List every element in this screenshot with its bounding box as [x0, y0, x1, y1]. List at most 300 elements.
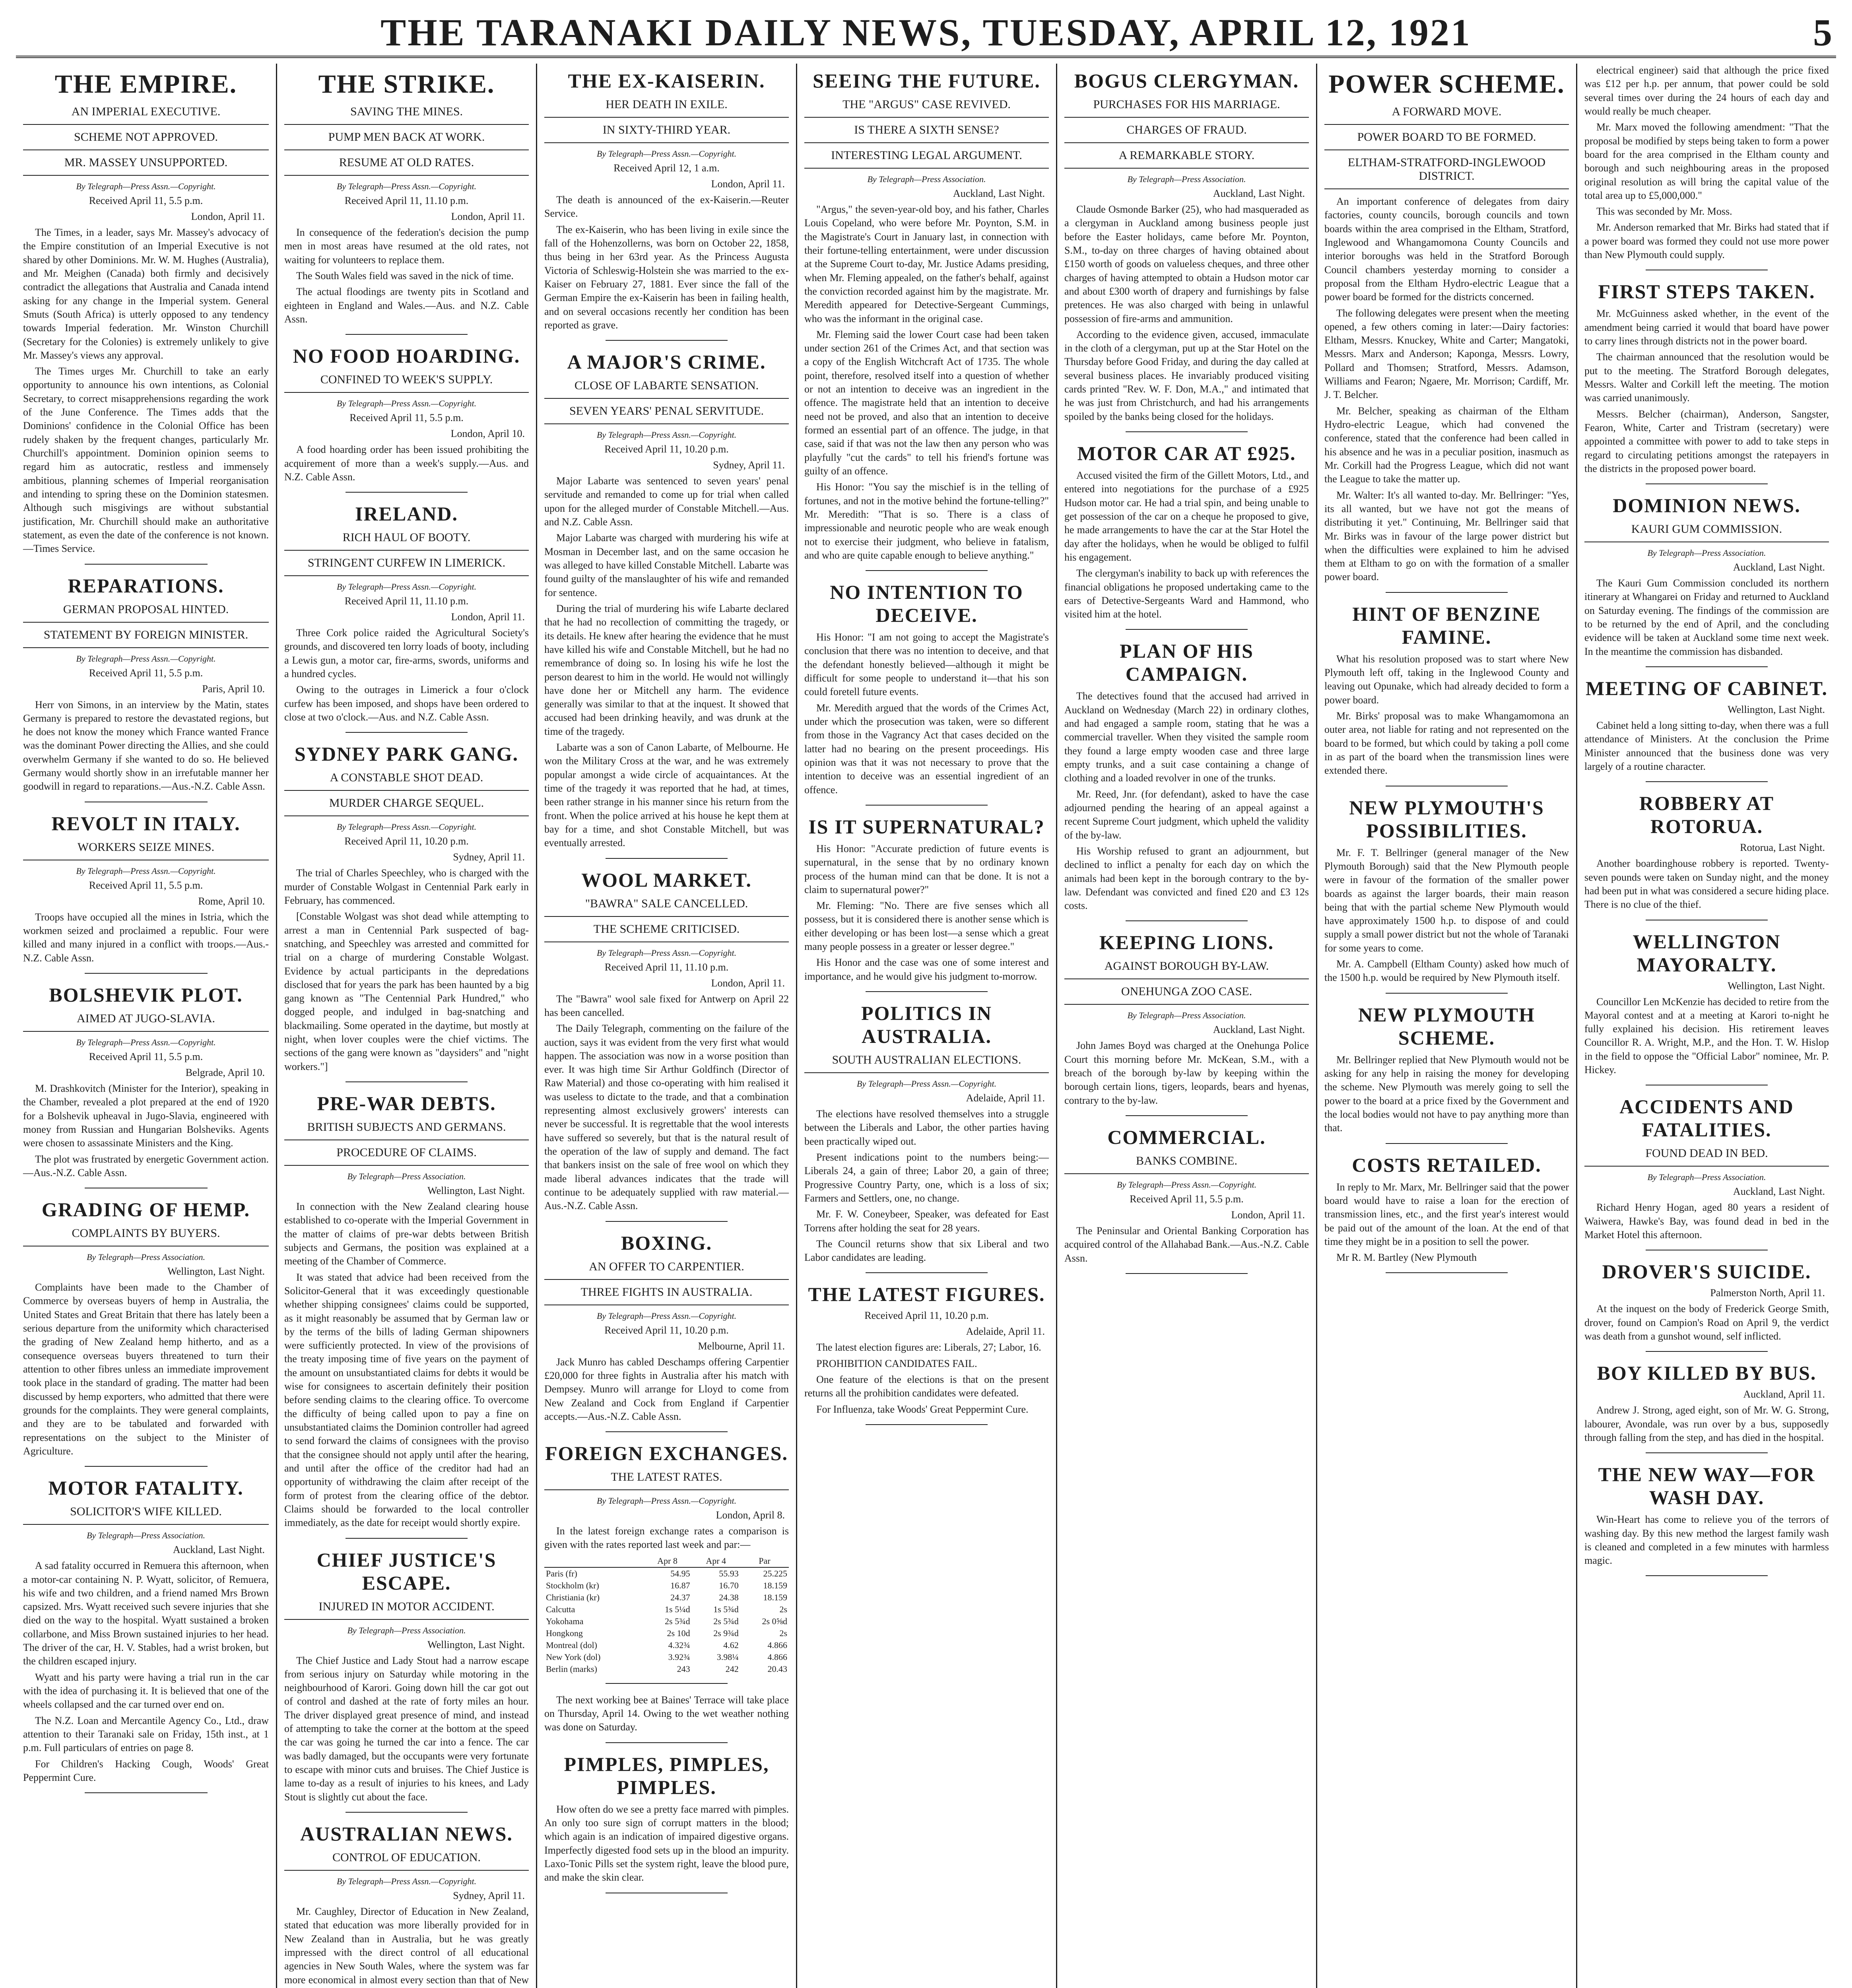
paragraph: Three Cork police raided the Agricultural Society's grounds, and discovered ten lorry loads of booty, including a Lewis gun, a motor car, fire-arms, swords, uniforms and a hundred cycles.: [284, 627, 529, 680]
column: [796, 64, 1056, 1988]
article-subheading: BANKS COMBINE.: [1064, 1154, 1309, 1174]
paragraph: Complaints have been made to the Chamber of Commerce by overseas buyers of hemp in Australia, the United States and Great Britain that there has lately been a serious departure from the uniformity which characterised the grading of New Zealand hemp hitherto, and as a consequence overseas buyers threatened to turn their attention to other fibres unless an immediate improvement took place in the standard of grading. The matter had been discussed by hemp exporters, who admitted that there were grounds for the complaints. They were general complaints, and they are to be tabulated and forwarded with representations on the subject to the Minister of Agriculture.: [23, 1281, 269, 1457]
wire-credit: By Telegraph—Press Assn.—Copyright.: [76, 1037, 216, 1047]
table-header: [544, 1555, 643, 1567]
article-body: [544, 474, 789, 850]
paragraph: Jack Munro has cabled Deschamps offering Carpentier £20,000 for three fights in Australia after his match with Dempsey. Munro will arrange for Lloyd to come from New Zealand and Cock from England if Carpentier accepts.—Aus.-N.Z. Cable Assn.: [544, 1356, 789, 1422]
received-time: Received April 11, 5.5 p.m.: [89, 667, 203, 679]
column: [276, 64, 536, 1988]
article: [1584, 792, 1829, 920]
article: [1584, 1260, 1829, 1352]
dateline: Wellington, Last Night.: [167, 1266, 265, 1277]
article-headline: BOXING.: [621, 1231, 712, 1254]
article-subheading: SOUTH AUSTRALIAN ELECTIONS.: [804, 1053, 1049, 1073]
dateline: Wellington, Last Night.: [1728, 980, 1825, 992]
paragraph: Councillor Len McKenzie has decided to retire from the Mayoral contest and at a meeting at Karori to-night he fully explained his decision. His retirement leaves Councillor R. A. Wright, M.P., and the Hon. T. W. Hislop in the field to oppose the "Official Labor" nominee, Mr. P. Hickey.: [1584, 996, 1829, 1076]
received-time: Received April 11, 5.5 p.m.: [349, 412, 464, 424]
article: [544, 868, 789, 1222]
article-subheading: ONEHUNGA ZOO CASE.: [1064, 985, 1309, 1005]
article-subheading: THE SCHEME CRITICISED.: [544, 922, 789, 942]
table-cell: Hongkong: [546, 1628, 583, 1638]
table-cell: 3.98¼: [716, 1652, 739, 1662]
article-subheading: AIMED AT JUGO-SLAVIA.: [23, 1012, 269, 1032]
article-body: [1324, 195, 1569, 584]
table-row: [544, 1639, 789, 1651]
paragraph: The chairman announced that the resolution would be put to the meeting. The Stratford Borough delegates, Messrs. Walter and Corkill left the meeting. The motion was carried unanimously.: [1584, 351, 1829, 404]
paragraph: Major Labarte was charged with murdering his wife at Mosman in December last, and on the same occasion he was alleged to have killed Constable Mitchell. Labarte was found guilty of the manslaughter of his wife and remanded for sentence.: [544, 532, 789, 598]
article-body: [23, 1559, 269, 1784]
article-body: [284, 226, 529, 326]
paragraph: The next working bee at Baines' Terrace will take place on Thursday, April 14. Owing to the wet weather nothing was done on Saturday.: [544, 1694, 789, 1733]
paragraph: Accused visited the firm of the Gillett Motors, Ltd., and entered into negotiations for the purchase of a £925 Hudson motor car. He had a trial spin, and being unable to get possession of the car on a cheque he proposed to give, he made arrangements to have the car at the Star Hotel the day after the holidays, when he would be obliged to fulfil his engagement.: [1064, 470, 1309, 563]
article-headline: PIMPLES, PIMPLES, PIMPLES.: [564, 1753, 769, 1798]
divider: [1126, 1115, 1248, 1116]
paragraph: The N.Z. Loan and Mercantile Agency Co., Ltd., draw attention to their Taranaki sale on Friday, 15th inst., at 1 p.m. Full particulars of entries on page 8.: [23, 1714, 269, 1754]
wire-credit: By Telegraph—Press Assn.—Copyright.: [336, 582, 477, 592]
paragraph: Mr. McGuinness asked whether, in the event of the amendment being carried it would that board have power to carry lines through districts not in the power board.: [1584, 308, 1829, 347]
article-body: [804, 1107, 1049, 1264]
article: [1584, 494, 1829, 667]
divider: [1386, 1272, 1508, 1273]
divider: [866, 805, 988, 806]
exchange-rates-table: [544, 1555, 789, 1675]
article-headline: THE EX-KAISERIN.: [568, 70, 765, 92]
table-cell: 18.159: [763, 1592, 787, 1602]
article: [1324, 69, 1569, 593]
article-subheading: PROCEDURE OF CLAIMS.: [284, 1146, 529, 1166]
article-subheading: RICH HAUL OF BOOTY.: [284, 531, 529, 551]
divider: [1646, 1452, 1768, 1453]
article-headline: ROBBERY AT ROTORUA.: [1639, 792, 1774, 838]
table-cell: New York (dol): [546, 1652, 601, 1662]
article-headline: DOMINION NEWS.: [1613, 494, 1801, 517]
table-cell: 4.866: [767, 1652, 787, 1662]
article-subheading: POWER BOARD TO BE FORMED.: [1324, 130, 1569, 150]
wire-credit: By Telegraph—Press Assn.—Copyright.: [336, 1876, 477, 1886]
article-subheading: INJURED IN MOTOR ACCIDENT.: [284, 1600, 529, 1620]
table-cell: 1s 5¼d: [665, 1604, 690, 1614]
article-subheading: SEVEN YEARS' PENAL SERVITUDE.: [544, 404, 789, 424]
article-headline: PRE-WAR DEBTS.: [317, 1092, 496, 1114]
article-headline: MOTOR FATALITY.: [48, 1477, 244, 1499]
table-cell: 4.62: [723, 1640, 739, 1650]
article: [1324, 1003, 1569, 1144]
article: [284, 1092, 529, 1539]
table-row: [544, 1580, 789, 1592]
article-body: [544, 193, 789, 332]
article-subheading: CLOSE OF LABARTE SENSATION.: [544, 379, 789, 399]
article-subheading: KAURI GUM COMMISSION.: [1584, 522, 1829, 542]
article-headline: MEETING OF CABINET.: [1586, 677, 1828, 699]
paragraph: Mr. A. Campbell (Eltham County) asked how much of the 1500 h.p. would be required by New Plymouth itself.: [1324, 958, 1569, 984]
paragraph: At the inquest on the body of Frederick George Smith, drover, found on Campion's Road on April 9, the verdict was death from a gunshot wound, self inflicted.: [1584, 1303, 1829, 1342]
paragraph: Present indications point to the numbers being:—Liberals 24, a gain of three; Labor 20, a gain of three; Progressive Country Party, one, which is a loss of six; Farmers and Settlers, one, no change.: [804, 1151, 1049, 1204]
divider: [85, 564, 208, 565]
divider: [866, 1424, 988, 1425]
column: [1576, 64, 1836, 1988]
table-cell: 20.43: [767, 1664, 787, 1674]
wire-credit: By Telegraph—Press Assn.—Copyright.: [596, 947, 737, 958]
column: [536, 64, 796, 1988]
article-body: [544, 1693, 789, 1734]
divider: [1646, 1351, 1768, 1352]
article-subheading: ELTHAM-STRATFORD-INGLEWOOD DISTRICT.: [1324, 156, 1569, 189]
article-headline: AUSTRALIAN NEWS.: [300, 1822, 513, 1845]
article: [23, 983, 269, 1188]
paragraph: His Worship refused to grant an adjournment, but declined to inflict a penalty for each day on which the animals had been kept in the borough contrary to the by-law. Defendant was convicted and fined £20 and £3 12s costs.: [1064, 845, 1309, 912]
dateline: Auckland, April 11.: [1743, 1388, 1825, 1400]
article-headline: FOREIGN EXCHANGES.: [545, 1442, 788, 1465]
paragraph: The clergyman's inability to back up with references the financial obligations he proposed undertaking came to the ears of Detective-Sergeants Ward and Hammond, who visited him at the hotel.: [1064, 567, 1309, 620]
divider: [346, 732, 468, 733]
wire-credit: By Telegraph—Press Association.: [1127, 1010, 1246, 1021]
divider: [866, 991, 988, 992]
received-time: Received April 11, 5.5 p.m.: [89, 195, 203, 206]
article-subheading: SAVING THE MINES.: [284, 105, 529, 125]
article-subheading: MR. MASSEY UNSUPPORTED.: [23, 156, 269, 176]
paragraph: [Constable Wolgast was shot dead while attempting to arrest a man in Centennial Park suspected of bag-snatching, and Speechley was arrested and committed for trial on a charge of murdering Constable Wolgast. Evidence by actual participants in the depredations disclosed that for years the park has been haunted by a big gang known as "The Centennial Park Hundred," who dogged people, and indulged in bag-snatching and blackmailing. Some operated in the daytime, but mostly at night, when lover couples were the chief victims. The sections of the gang were known as "daysiders" and "night workers."]: [284, 911, 529, 1072]
paragraph: During the trial of murdering his wife Labarte declared that he had no recollection of committing the tragedy, or its details. He knew after hearing the evidence that he must have killed his wife and Constable Mitchell, but he had no remembrance of doing so. In losing his wife he lost the person dearest to him in the world. He would not willingly have done her or Mitchell any harm. The evidence generally was similar to that at the inquest. It showed that accused had been drinking heavily, and was drunk at the time of the tragedy.: [544, 602, 789, 737]
paragraph: Richard Henry Hogan, aged 80 years a resident of Waiwera, Hawke's Bay, was found dead in bed in the Market Hotel this afternoon.: [1584, 1202, 1829, 1241]
received-time: Received April 11, 11.10 p.m.: [604, 961, 729, 973]
article: [1584, 677, 1829, 782]
article-headline: COSTS RETAILED.: [1352, 1153, 1541, 1176]
article: [1584, 280, 1829, 484]
article-headline: THE EMPIRE.: [54, 70, 237, 99]
article-headline: BOLSHEVIK PLOT.: [49, 983, 243, 1006]
paragraph: The Peninsular and Oriental Banking Corporation has acquired control of the Allahabad Bank.—Aus.-N.Z. Cable Assn.: [1064, 1225, 1309, 1264]
wire-credit: By Telegraph—Press Association.: [86, 1530, 206, 1541]
article: [544, 1231, 789, 1433]
article-subheading: FOUND DEAD IN BED.: [1584, 1147, 1829, 1167]
article: [1064, 442, 1309, 630]
article-body: [1584, 857, 1829, 911]
article-body: [1064, 1224, 1309, 1265]
article-body: [284, 866, 529, 1074]
article-subheading: IS THERE A SIXTH SENSE?: [804, 123, 1049, 143]
paragraph: John James Boyd was charged at the Onehunga Police Court this morning before Mr. McKean, S.M., with a breach of the borough by-law by keeping within the borough certain lions, tigers, leopards, bears and hyenas, contrary to the by-law.: [1064, 1040, 1309, 1106]
received-time: Received April 11, 10.20 p.m.: [604, 1324, 729, 1336]
article-subheading: PURCHASES FOR HIS MARRIAGE.: [1064, 98, 1309, 118]
received-time: Received April 11, 10.20 p.m.: [604, 443, 729, 455]
divider: [346, 492, 468, 493]
paragraph: Andrew J. Strong, aged eight, son of Mr. W. G. Strong, labourer, Avondale, was run over by a bus, supposedly through falling from the step, and has died in the hospital.: [1584, 1404, 1829, 1443]
dateline: Melbourne, April 11.: [698, 1340, 785, 1352]
article-subheading: GERMAN PROPOSAL HINTED.: [23, 603, 269, 623]
article-headline: POWER SCHEME.: [1328, 70, 1565, 99]
table-cell: Berlin (marks): [546, 1664, 597, 1674]
article: [284, 502, 529, 733]
article: [804, 815, 1049, 992]
divider: [1646, 483, 1768, 484]
wire-credit: By Telegraph—Press Assn.—Copyright.: [856, 1079, 997, 1089]
paragraph: His Honor and the case was one of some interest and importance, and he would give his judgment to-morrow.: [804, 957, 1049, 982]
table-cell: 1s 5¾d: [713, 1604, 739, 1614]
article-body: [1584, 1404, 1829, 1444]
paragraph: Claude Osmonde Barker (25), who had masqueraded as a clergyman in Auckland among business people just before the Easter holidays, came before Mr. Poynton, S.M., to-day on three charges of having obtained about £150 worth of goods on valueless cheques, and three other charges of having attempted to obtain a Hudson motor car and about £300 worth of drapery and furnishings by false pretences. He was also charged with being in unlawful possession of fire-arms and ammunition.: [1064, 204, 1309, 324]
article-body: [23, 911, 269, 965]
wire-credit: By Telegraph—Press Association.: [347, 1171, 466, 1181]
paragraph: Mr. F. T. Bellringer (general manager of the New Plymouth Borough) said that the New Plymouth people were in favour of the formation of the smaller power boards as against the larger boards, their main reason being that with the partial scheme New Plymouth would have approximately 1500 h.p. to dispose of and could supply a small power district but not the whole of Taranaki for some years to come.: [1324, 846, 1569, 954]
article-headline: REVOLT IN ITALY.: [51, 812, 241, 835]
dateline: Wellington, Last Night.: [427, 1185, 525, 1196]
article-body: [23, 1281, 269, 1458]
paragraph: According to the evidence given, accused, immaculate in the cloth of a clergyman, put up at the Star Hotel on the Thursday before Good Friday, and during the day called at several business places. He invariably produced visiting cards printed "Rev. W. F. Don, M.A.," and intimated that he was just from Christchurch, and had his arrangements spoiled by the banks being closed for the holidays.: [1064, 328, 1309, 422]
article: [23, 1198, 269, 1467]
article: [23, 574, 269, 802]
divider: [346, 1538, 468, 1539]
paragraph: The detectives found that the accused had arrived in Auckland on Wednesday (March 22) in ordinary clothes, and had engaged a sample room, stating that he was a commercial traveller. When they visited the sample room they found a large empty wooden case and three large empty trunks, and a suit case containing a change of clothing and a loaded revolver in one of the trunks.: [1064, 690, 1309, 784]
article-headline: IRELAND.: [355, 503, 458, 525]
article: [284, 69, 529, 335]
paragraph: The latest election figures are: Liberals, 27; Labor, 16.: [816, 1342, 1041, 1353]
wire-credit: By Telegraph—Press Assn.—Copyright.: [76, 866, 216, 876]
wire-credit: By Telegraph—Press Association.: [1127, 174, 1246, 184]
dateline: London, April 8.: [716, 1509, 785, 1521]
divider: [1646, 781, 1768, 782]
article-headline: SYDNEY PARK GANG.: [294, 743, 519, 765]
wire-credit: By Telegraph—Press Association.: [1647, 548, 1766, 558]
table-cell: 24.37: [670, 1592, 690, 1602]
dateline: Palmerston North, April 11.: [1710, 1287, 1825, 1299]
article-headline: WELLINGTON MAYORALTY.: [1633, 930, 1781, 976]
column: [1316, 64, 1576, 1988]
paragraph: Mr. Bellringer replied that New Plymouth would not be asking for any help in raising the money for developing the scheme. New Plymouth was merely going to sell the power to the board at a price fixed by the Government and the local bodies would not have to pay anything more than that.: [1324, 1054, 1569, 1134]
table-row: [544, 1627, 789, 1639]
paragraph: For Influenza, take Woods' Great Peppermint Cure.: [816, 1403, 1029, 1415]
article-subheading: A CONSTABLE SHOT DEAD.: [284, 771, 529, 791]
article-subheading: THREE FIGHTS IN AUSTRALIA.: [544, 1285, 789, 1305]
article-body: [284, 443, 529, 484]
paragraph: His Honor: "I am not going to accept the Magistrate's conclusion that there was no intention to deceive, and that the defendant honestly believed—although it might be difficult for some people to understand it—that his son could foretell future events.: [804, 631, 1049, 698]
article-body: [23, 698, 269, 794]
table-header: Apr 4: [692, 1555, 740, 1567]
article-body: [1584, 995, 1829, 1077]
paragraph: The elections have resolved themselves into a struggle between the Liberals and Labor, the other parties having been practically wiped out.: [804, 1108, 1049, 1147]
received-time: Received April 11, 5.5 p.m.: [89, 1050, 203, 1062]
column: [1056, 64, 1316, 1988]
article: [804, 1002, 1049, 1273]
paragraph: M. Drashkovitch (Minister for the Interior), speaking in the Chamber, revealed a plot prepared at the end of 1920 for a Bolshevik upheaval in Jugo-Slavia, engineered with money from Russian and Hungarian Bolsheviks. Agents were chosen to assassinate Ministers and the King.: [23, 1082, 269, 1149]
article-body: [1324, 846, 1569, 985]
divider: [1386, 993, 1508, 994]
paragraph: Herr von Simons, in an interview by the Matin, states Germany is prepared to restore the devastated regions, but he does not know the money which France wanted France was the dominant Power directing the Allies, and she could overwhelm Germany if she wanted to do so. He believed Germany would shortly show in an irrefutable manner her goodwill in regard to reparations.—Aus.-N.Z. Cable Assn.: [23, 699, 269, 792]
table-cell: Stockholm (kr): [546, 1580, 599, 1590]
table-cell: Montreal (dol): [546, 1640, 597, 1650]
table-cell: 24.38: [719, 1592, 739, 1602]
article: [544, 1442, 789, 1684]
article-headline: NEW PLYMOUTH SCHEME.: [1358, 1003, 1535, 1049]
divider: [606, 1221, 728, 1222]
paragraph: Mr. Anderson remarked that Mr. Birks had stated that if a power board was formed they could not use more power than New Plymouth could supply.: [1584, 221, 1829, 261]
table-header: Apr 8: [643, 1555, 691, 1567]
table-cell: 2s 0⅝d: [762, 1616, 787, 1626]
article-headline: BOY KILLED BY BUS.: [1597, 1362, 1817, 1384]
wire-credit: By Telegraph—Press Assn.—Copyright.: [336, 822, 477, 832]
dateline: Auckland, Last Night.: [953, 188, 1045, 199]
article-subheading: STRINGENT CURFEW IN LIMERICK.: [284, 556, 529, 576]
article-body: [1584, 1201, 1829, 1242]
article-body: [544, 1355, 789, 1424]
paragraph: Messrs. Belcher (chairman), Anderson, Sangster, Fearon, White, Carter and Tristram (secretary) were appointed a committee with power to add to take steps in regard to circulating petitions amongst the ratepayers in the districts in the proposed power board.: [1584, 408, 1829, 474]
article-subheading: WORKERS SEIZE MINES.: [23, 841, 269, 860]
wire-credit: By Telegraph—Press Assn.—Copyright.: [336, 181, 477, 191]
paragraph: The following delegates were present when the meeting opened, a few others coming in later:—Dairy factories: Eltham, Messrs. Knuckey, White and Carter; Mangatoki, Messrs. Marx and Anderson; Kaponga, Messrs. Lowry, Pollard and Thomsen; Stratford, Messrs. Adamson, Williams and Fearon; Ngaere, Mr. Morrison; Cardiff, Mr. J. T. Belcher.: [1324, 307, 1569, 401]
received-time: Received April 11, 5.5 p.m.: [89, 879, 203, 891]
article-subheading: A REMARKABLE STORY.: [1064, 149, 1309, 169]
article-headline: BOGUS CLERGYMAN.: [1074, 70, 1299, 92]
table-cell: 16.70: [719, 1580, 739, 1590]
paragraph: The Chief Justice and Lady Stout had a narrow escape from serious injury on Saturday while motoring in the neighbourhood of Karori. Going down hill the car got out of control and dashed at the rate of forty miles an hour. The driver displayed great presence of mind, and instead of attempting to take the corner at the bottom at the speed the car was going he turned the car into a fence. The car was badly damaged, but the occupants were very fortunate to escape with minor cuts and bruises. The Chief Justice is lame to-day as a result of injuries to his knees, and Lady Stout is slightly cut about the face.: [284, 1654, 529, 1803]
divider: [85, 1792, 208, 1793]
article-body: [1064, 1039, 1309, 1107]
paragraph: How often do we see a pretty face marred with pimples. An only too sure sign of corrupt matters in the blood; which again is an indication of impaired digestive organs. Imperfectly digested food sets up in the blood an impurity. Laxo-Tonic Pills set the system right, leave the blood pure, and make the skin clear.: [544, 1803, 789, 1883]
article-subheading: CONFINED TO WEEK'S SUPPLY.: [284, 373, 529, 393]
wire-credit: By Telegraph—Press Assn.—Copyright.: [596, 430, 737, 440]
article: [544, 1753, 789, 1893]
dateline: Adelaide, April 11.: [966, 1326, 1045, 1338]
wire-credit: By Telegraph—Press Association.: [867, 174, 986, 184]
table-cell: Calcutta: [546, 1604, 575, 1614]
article-subheading: COMPLAINTS BY BUYERS.: [23, 1227, 269, 1246]
table-cell: 2s 5¾d: [665, 1616, 690, 1626]
article-body: [1584, 577, 1829, 658]
article-body: [544, 992, 789, 1213]
article-subheading: AN OFFER TO CARPENTIER.: [544, 1260, 789, 1280]
wire-credit: By Telegraph—Press Association.: [347, 1625, 466, 1635]
article: [544, 1693, 789, 1743]
received-time: Received April 11, 5.5 p.m.: [1130, 1193, 1244, 1205]
paragraph: In connection with the New Zealand clearing house established to co-operate with the Imperial Government in the matter of claims of pre-war debts between British subjects and Germans, the position was explained at a meeting of the Chamber of Commerce.: [284, 1201, 529, 1267]
paragraph: electrical engineer) said that although the price fixed was £12 per h.p. per annum, that power could be sold several times over during the 24 hours of each day and would really be much cheaper.: [1584, 64, 1829, 117]
article: [1584, 1095, 1829, 1250]
page-number: 5: [1813, 11, 1832, 54]
divider: [1386, 592, 1508, 593]
article: [1064, 931, 1309, 1116]
article-headline: SEEING THE FUTURE.: [813, 70, 1041, 92]
table-cell: 2s 10d: [667, 1628, 690, 1638]
divider: [1126, 920, 1248, 921]
dateline: Sydney, April 11.: [453, 851, 525, 863]
table-header: Par: [740, 1555, 789, 1567]
article-headline: HINT OF BENZINE FAMINE.: [1352, 602, 1541, 648]
article-headline: DROVER'S SUICIDE.: [1602, 1260, 1811, 1283]
article-headline: NEW PLYMOUTH'S POSSIBILITIES.: [1349, 796, 1544, 842]
article-body: [23, 1082, 269, 1180]
article-subheading: IN SIXTY-THIRD YEAR.: [544, 123, 789, 143]
article-body: [804, 842, 1049, 983]
article-body: [1324, 1180, 1569, 1265]
dateline: Wellington, Last Night.: [1728, 704, 1825, 715]
paragraph: The "Bawra" wool sale fixed for Antwerp on April 22 has been cancelled.: [544, 993, 789, 1018]
paragraph: Troops have occupied all the mines in Istria, which the workmen seized and proclaimed a republic. Four were killed and many injured in a conflict with troops.—Aus.-N.Z. Cable Assn.: [23, 911, 269, 964]
wire-credit: By Telegraph—Press Association.: [86, 1252, 206, 1262]
divider: [606, 340, 728, 341]
table-row: [544, 1567, 789, 1580]
article-headline: WOOL MARKET.: [581, 868, 752, 891]
paragraph: His Honor: "Accurate prediction of future events is supernatural, in the sense that by no ordinary known process of the human mind can that be done. It is not a claim to supernatural power?": [804, 843, 1049, 895]
paragraph: It was stated that advice had been received from the Solicitor-General that it was exceedingly questionable whether shipping consignees' claims could be supported, as it might reasonably be assumed that by German law or by the terms of the bills of lading German shipowners were sufficiently protected. In view of the provisions of the treaty imposing time of five years on the payment of the amount on unsubstantiated claims for debts it would be wise for consignees to ascertain definitely their position before sending claims to the clearing office. To overcome the difficulty of being called upon to pay a fine on unsubstantiated claims the Dominion controller had agreed to send forward the claims of consignees with the proviso that the consignee should not apply until after the hearing, and until after the office of the creditor had had an opportunity of withdrawing the claim after receipt of the form of protest from the clearing office of the debtor. Claims should be forwarded to the local controller immediately, as the date for receipt would shortly expire.: [284, 1271, 529, 1529]
article-body: [284, 1654, 529, 1804]
paragraph: The actual floodings are twenty pits in Scotland and eighteen in England and Wales.—Aus. and N.Z. Cable Assn.: [284, 286, 529, 325]
article-subheading: STATEMENT BY FOREIGN MINISTER.: [23, 628, 269, 648]
paragraph: A sad fatality occurred in Remuera this afternoon, when a motor-car containing N. P. Wyatt, solicitor, of Remuera, his wife and two children, and a friend named Mrs Brown capsized. Mrs. Wyatt received such severe injuries that she died on the way to the hospital. Wyatt sustained a broken collarbone, and Miss Brown sustained injuries to her head. The driver of the car, H. V. Stables, had a wrist broken, but the children escaped injury.: [23, 1560, 269, 1667]
paragraph: Wyatt and his party were having a trial run in the car with the idea of purchasing it. It is believed that one of the wheels collapsed and the car turned over end on.: [23, 1671, 269, 1710]
dateline: London, April 10.: [450, 428, 525, 440]
table-cell: 18.159: [763, 1580, 787, 1590]
article-body: [1584, 64, 1829, 262]
article-body: [1584, 1302, 1829, 1343]
article: [1064, 639, 1309, 921]
article-subheading: A FORWARD MOVE.: [1324, 105, 1569, 125]
divider: [606, 858, 728, 859]
article-body: [544, 1524, 789, 1552]
table-cell: 2s 5¾d: [713, 1616, 739, 1626]
paragraph: Mr. Fleming said the lower Court case had been taken under section 261 of the Crimes Act, and that section was a copy of the English Witchcraft Act of 1735. The whole point, therefore, resolved itself into a question of whether or not an intention to deceive was an ingredient in the offence. The magistrate held that an intention to deceive need not be proved, and also that an intention to deceive formed an essential part of an offence. The judge, in that case, said if that was not the law then any person who was playfully "cut the cards" to tell his friend's fortune was guilty of an offence.: [804, 328, 1049, 477]
dateline: Rome, April 10.: [198, 895, 265, 907]
received-time: Received April 11, 10.20 p.m.: [864, 1310, 989, 1322]
paragraph: This was seconded by Mr. Moss.: [1596, 206, 1732, 217]
divider: [606, 1683, 728, 1684]
paragraph: Another boardinghouse robbery is reported. Twenty-seven pounds were taken on Sunday night, and the money had been put in what was considered a secure hiding place. There is no clue of the thief.: [1584, 858, 1829, 911]
article: [23, 1476, 269, 1793]
article-body: [804, 631, 1049, 797]
dateline: Wellington, Last Night.: [427, 1639, 525, 1650]
received-time: Received April 11, 10.20 p.m.: [344, 835, 469, 847]
paragraph: The trial of Charles Speechley, who is charged with the murder of Constable Wolgast in Centennial Park early in February, has commenced.: [284, 867, 529, 906]
dateline: London, April 11.: [711, 977, 785, 989]
paragraph: Mr. F. W. Coneybeer, Speaker, was defeated for East Torrens after holding the seat for 28 years.: [804, 1208, 1049, 1234]
article-subheading: BRITISH SUBJECTS AND GERMANS.: [284, 1120, 529, 1140]
dateline: Auckland, Last Night.: [1213, 188, 1305, 199]
masthead: [16, 8, 1836, 58]
article-body: [544, 1803, 789, 1885]
article-headline: A MAJOR'S CRIME.: [567, 351, 766, 373]
article-subheading: HER DEATH IN EXILE.: [544, 98, 789, 118]
article-subheading: "BAWRA" SALE CANCELLED.: [544, 897, 789, 917]
article: [23, 812, 269, 974]
table-cell: Paris (fr): [546, 1568, 577, 1578]
article-body: [284, 626, 529, 724]
article-headline: NO FOOD HOARDING.: [293, 345, 520, 367]
dateline: Sydney, April 11.: [453, 1889, 525, 1901]
paragraph: Mr. Belcher, speaking as chairman of the Eltham Hydro-electric League, which had convened the conference, stated that the conference had been called in his absence and he was in a peculiar position, inasmuch as Mr. Corkill had the Progress League, which did not want the League to take the matter up.: [1324, 405, 1569, 485]
article: [1584, 1361, 1829, 1453]
article-subheading: SOLICITOR'S WIFE KILLED.: [23, 1505, 269, 1525]
wire-credit: By Telegraph—Press Assn.—Copyright.: [596, 1496, 737, 1506]
dateline: Auckland, Last Night.: [173, 1544, 265, 1556]
dateline: Auckland, Last Night.: [1213, 1024, 1305, 1036]
table-row: [544, 1604, 789, 1615]
table-cell: Christiania (kr): [546, 1592, 600, 1602]
article-headline: KEEPING LIONS.: [1099, 931, 1274, 954]
article-subheading: CONTROL OF EDUCATION.: [284, 1851, 529, 1871]
divider: [606, 1431, 728, 1432]
article: [284, 1548, 529, 1813]
article: [544, 69, 789, 341]
paragraph: In consequence of the federation's decision the pump men in most areas have resumed at the old rates, not waiting for volunteers to replace them.: [284, 227, 529, 266]
article-body: [1584, 307, 1829, 476]
paragraph: PROHIBITION CANDIDATES FAIL.: [816, 1357, 977, 1369]
received-time: Received April 12, 1 a.m.: [613, 162, 720, 174]
column: [16, 64, 276, 1988]
table-row: [544, 1592, 789, 1604]
article-body: [804, 1341, 1049, 1416]
paragraph: The Daily Telegraph, commenting on the failure of the auction, says it was evident from the very first what would happen. The association was now in a worse position than ever. It was high time Sir Arthur Goldfinch (Director of Raw Material) and those co-operating with him realised it was useless to dictate to the trade, and that a combination representing almost exclusively growers' interests can never be successful. It is regrettable that the wool interests have suffered so severely, but that is the natural result of the operation of the law of supply and demand. The fact that bankers insist on the sale of free wool on which they made liberal advances indicates that the trade will continue to be adequately supplied with raw material.—Aus.-N.Z. Cable Assn.: [544, 1023, 789, 1212]
paragraph: The Times urges Mr. Churchill to take an early opportunity to announce his own intentions, as Colonial Secretary, to correct misapprehensions regarding the work of the June Conference. The Times adds that the Dominions' confidence in the Colonial Office has been rudely shaken by the frequent changes, particularly Mr. Churchill's appointment. Dominion opinion seems to regard him as autocratic, restless and immensely ambitious, planning schemes of Imperial reorganisation and intending to spring these on the Dominion statesmen. Although such misgivings are without substantial justification, Mr. Churchill should make an authoritative statement, as even the date of the conference is not known.—Times Service.: [23, 365, 269, 555]
dateline: Sydney, April 11.: [713, 459, 785, 471]
paragraph: Mr. Caughley, Director of Education in New Zealand, stated that education was more liberally provided for in New Zealand than in Australia, but he was greatly impressed with the direct control of all educational agencies in New South Wales, where the system was far more economical in almost every section than that of New: [284, 1905, 529, 1986]
